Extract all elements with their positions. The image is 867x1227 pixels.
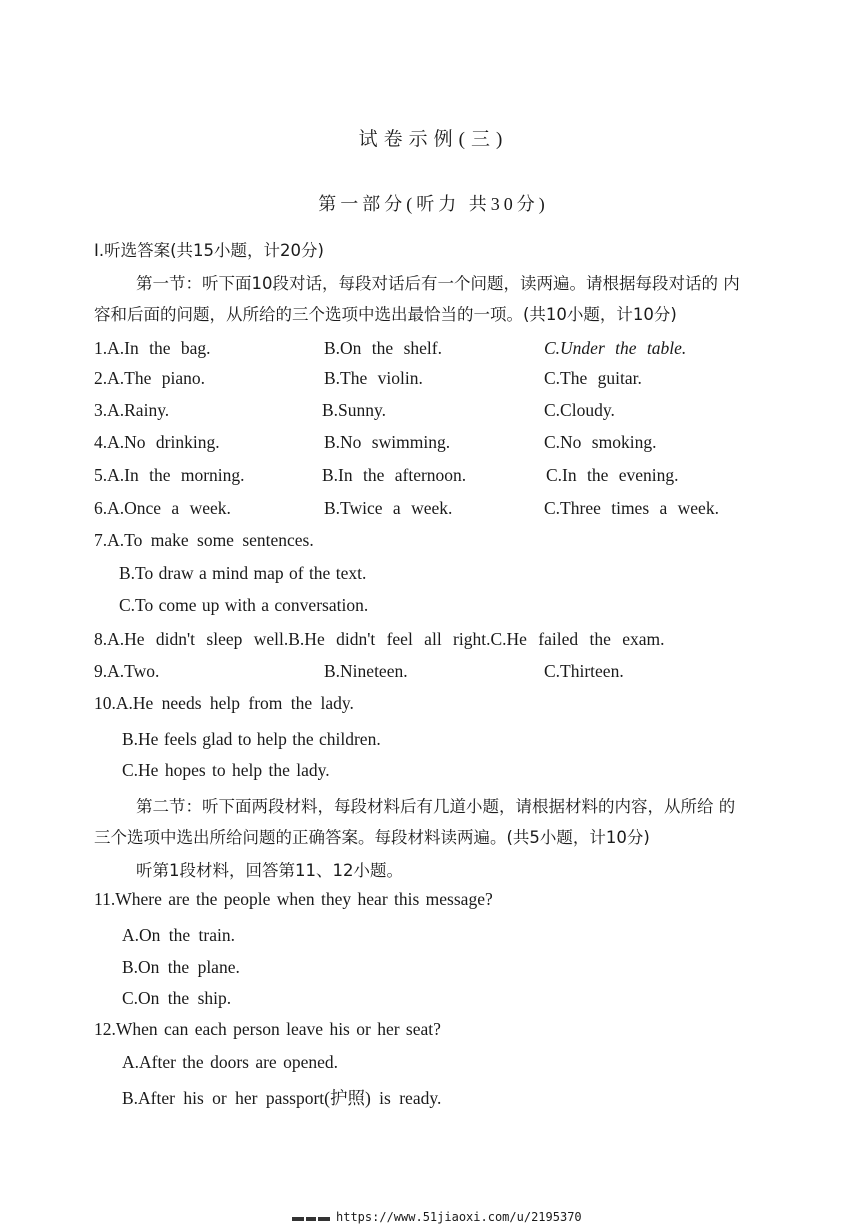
section-heading: I.听选答案(共15小题，计20分) — [94, 241, 324, 260]
q1-option-a: 1.A.In the bag. — [94, 338, 211, 358]
instruction-2-line-1: 第二节：听下面两段材料，每段材料后有几道小题，请根据材料的内容，从所给 的 — [136, 797, 736, 816]
q2-option-b: B.The violin. — [324, 368, 423, 388]
q11-stem: 11.Where are the people when they hear this message? — [94, 889, 493, 909]
q5-option-b: B.In the afternoon. — [322, 465, 467, 485]
q12-option-a: A.After the doors are opened. — [122, 1052, 338, 1072]
q6-option-c: C.Three times a week. — [544, 498, 719, 518]
q7-option-c: C.To come up with a conversation. — [119, 595, 369, 615]
q7-option-b: B.To draw a mind map of the text. — [119, 563, 367, 583]
q8-options: 8.A.He didn't sleep well.B.He didn't feel all right.C.He failed the exam. — [94, 629, 665, 649]
page-title: 试卷示例(三) — [358, 129, 509, 150]
q5-option-a: 5.A.In the morning. — [94, 465, 245, 485]
instruction-2-line-2: 三个选项中选出所给问题的正确答案。每段材料读两遍。(共5小题，计10分) — [94, 828, 650, 847]
q9-option-c: C.Thirteen. — [544, 661, 624, 681]
q2-option-c: C.The guitar. — [544, 368, 642, 388]
q11-option-a: A.On the train. — [122, 925, 235, 945]
footer-watermark-mark — [292, 1212, 332, 1226]
q3-option-a: 3.A.Rainy. — [94, 400, 170, 420]
q12-option-b: B.After his or her passport(护照) is ready. — [122, 1088, 442, 1108]
q9-option-a: 9.A.Two. — [94, 661, 160, 681]
q4-option-b: B.No swimming. — [324, 432, 451, 452]
q1-option-c: C.Under the table. — [544, 338, 687, 358]
q3-option-c: C.Cloudy. — [544, 400, 615, 420]
q6-option-a: 6.A.Once a week. — [94, 498, 231, 518]
q10-option-b: B.He feels glad to help the children. — [122, 729, 381, 749]
q9-option-b: B.Nineteen. — [324, 661, 408, 681]
q6-option-b: B.Twice a week. — [324, 498, 453, 518]
q11-option-c: C.On the ship. — [122, 988, 232, 1008]
q12-stem: 12.When can each person leave his or her seat? — [94, 1019, 441, 1039]
q2-option-a: 2.A.The piano. — [94, 368, 205, 388]
footer-url[interactable]: https://www.51jiaoxi.com/u/2195370 — [336, 1210, 582, 1224]
q4-option-a: 4.A.No drinking. — [94, 432, 220, 452]
material-1-note: 听第1段材料，回答第11、12小题。 — [136, 861, 403, 880]
q3-option-b: B.Sunny. — [322, 400, 387, 420]
q10-option-c: C.He hopes to help the lady. — [122, 760, 330, 780]
stamp-icon — [292, 1215, 332, 1223]
q4-option-c: C.No smoking. — [544, 432, 657, 452]
q11-option-b: B.On the plane. — [122, 957, 240, 977]
q1-option-b: B.On the shelf. — [324, 338, 442, 358]
part-title: 第一部分(听力 共30分) — [318, 194, 549, 214]
instruction-1-line-2: 容和后面的问题，从所给的三个选项中选出最恰当的一项。(共10小题，计10分) — [94, 305, 677, 324]
q7-option-a: 7.A.To make some sentences. — [94, 530, 314, 550]
q5-option-c: C.In the evening. — [546, 465, 679, 485]
q10-option-a: 10.A.He needs help from the lady. — [94, 693, 354, 713]
instruction-1-line-1: 第一节：听下面10段对话，每段对话后有一个问题，读两遍。请根据每段对话的 内 — [136, 274, 740, 293]
